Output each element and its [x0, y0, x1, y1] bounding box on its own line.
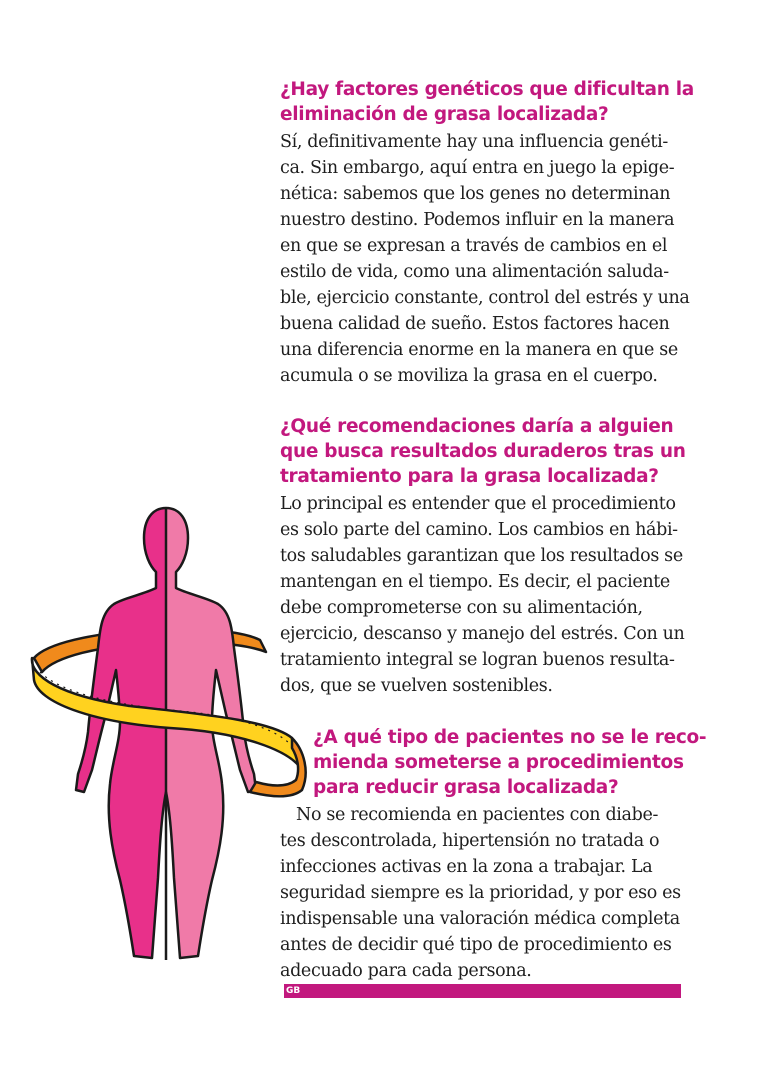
question-line: ¿Hay factores genéticos que dificultan la	[280, 79, 694, 100]
answer-3-paragraph	[280, 802, 681, 998]
question-line: ¿Qué recomendaciones daría a alguien	[280, 416, 674, 437]
answer-line: estilo de vida, como una alimentación saluda-	[280, 262, 669, 282]
answer-line: nética: sabemos que los genes no determinan	[280, 184, 671, 204]
answer-line: ca. Sin embargo, aquí entra en juego la epige-	[280, 158, 675, 178]
question-line: mienda someterse a procedimientos	[313, 752, 684, 773]
question-2-heading	[280, 414, 686, 489]
answer-1-paragraph	[280, 129, 690, 389]
answer-line: acumula o se moviliza la grasa en el cuerpo.	[280, 366, 658, 386]
answer-line-last	[280, 958, 681, 998]
answer-2-paragraph	[280, 491, 684, 699]
answer-line: adecuado para cada persona.	[280, 961, 532, 981]
question-line: para reducir grasa localizada?	[313, 777, 619, 798]
body-silhouette-measuring-tape-icon	[20, 500, 310, 980]
end-badge: GB	[284, 984, 681, 998]
answer-line: nuestro destino. Podemos influir en la manera	[280, 210, 675, 230]
answer-line: ble, ejercicio constante, control del estrés y una	[280, 288, 690, 308]
answer-line: en que se expresan a través de cambios en el	[280, 236, 668, 256]
question-line: ¿A qué tipo de pacientes no se le reco-	[313, 727, 707, 748]
answer-line: No se recomienda en pacientes con diabe-	[296, 805, 659, 825]
answer-line: indispensable una valoración médica completa	[280, 909, 680, 929]
answer-line: Sí, definitivamente hay una influencia genéti-	[280, 132, 668, 152]
answer-line: tratamiento integral se logran buenos resulta-	[280, 650, 675, 670]
answer-line: tos saludables garantizan que los resultados se	[280, 546, 683, 566]
answer-line: Lo principal es entender que el procedimiento	[280, 494, 676, 514]
answer-line: una diferencia enorme en la manera en que se	[280, 340, 678, 360]
answer-line: antes de decidir qué tipo de procedimiento es	[280, 935, 672, 955]
question-line: que busca resultados duraderos tras un	[280, 441, 686, 462]
answer-line: mantengan en el tiempo. Es decir, el paciente	[280, 572, 670, 592]
answer-line: ejercicio, descanso y manejo del estrés. Con un	[280, 624, 685, 644]
question-line: tratamiento para la grasa localizada?	[280, 466, 659, 487]
answer-line: buena calidad de sueño. Estos factores hacen	[280, 314, 670, 334]
answer-line: infecciones activas en la zona a trabajar. La	[280, 857, 653, 877]
question-3-heading	[313, 725, 706, 800]
answer-line: tes descontrolada, hipertensión no tratada o	[280, 831, 660, 851]
answer-line: seguridad siempre es la prioridad, y por eso es	[280, 883, 681, 903]
question-line: eliminación de grasa localizada?	[280, 104, 609, 125]
answer-line: debe comprometerse con su alimentación,	[280, 598, 643, 618]
question-1-heading	[280, 77, 694, 127]
answer-line: es solo parte del camino. Los cambios en hábi-	[280, 520, 678, 540]
answer-line: dos, que se vuelven sostenibles.	[280, 676, 553, 696]
